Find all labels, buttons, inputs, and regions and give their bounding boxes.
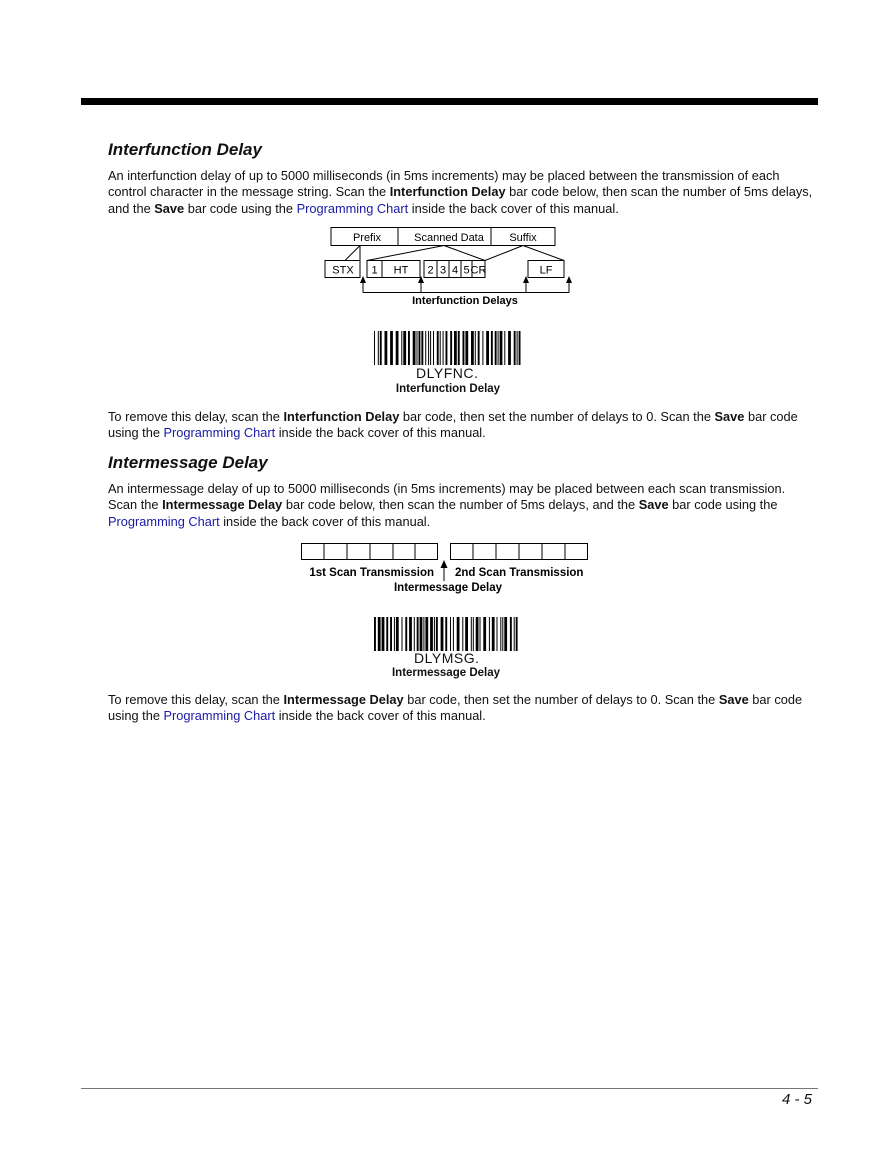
barcode-bar xyxy=(458,331,460,365)
label-prefix: Prefix xyxy=(352,232,382,244)
barcode-bar xyxy=(443,331,444,365)
interfunction-delays-caption: Interfunction Delays xyxy=(412,295,518,307)
barcode-bar xyxy=(478,331,480,365)
barcode-bar xyxy=(437,331,439,365)
code-3: 3 xyxy=(439,264,447,277)
barcode-bar xyxy=(374,331,375,365)
code-lf: LF xyxy=(539,264,553,277)
barcode-bar xyxy=(500,617,501,651)
arrow-up-icon xyxy=(441,560,448,568)
barcode-bar xyxy=(423,617,424,651)
barcode-bar xyxy=(491,331,493,365)
barcode-bar xyxy=(378,331,379,365)
barcode-bar xyxy=(502,617,503,651)
barcode-bar xyxy=(486,331,489,365)
arrow-up-icon xyxy=(566,276,572,283)
barcode-bar xyxy=(390,617,392,651)
barcode-bar xyxy=(402,617,403,651)
bottom-rule xyxy=(81,1088,818,1089)
code-cr: CR xyxy=(470,264,487,277)
interfunction-intro-paragraph: An interfunction delay of up to 5000 milliseconds (in 5ms increments) may be placed between the transmission of each control character in the message string. Scan the Interfunction Delay bar code below, then scan the number of 5ms delays, and the Save bar code using the Programming Chart inside the back cover of this manual. xyxy=(108,168,813,216)
barcode-bar xyxy=(428,331,429,365)
first-scan-label: 1st Scan Transmission xyxy=(309,567,434,579)
programming-chart-link[interactable]: Programming Chart xyxy=(163,425,276,441)
code-4: 4 xyxy=(451,264,459,277)
barcode-bar xyxy=(450,331,452,365)
barcode-bar xyxy=(500,331,503,365)
interfunction-barcode-caption: Interfunction Delay xyxy=(395,383,501,395)
barcode-bar xyxy=(514,331,516,365)
programming-chart-link[interactable]: Programming Chart xyxy=(296,200,409,216)
barcode-bar xyxy=(462,617,463,651)
barcode-bar xyxy=(454,331,457,365)
barcode-bar xyxy=(450,617,451,651)
barcode-bar xyxy=(440,331,441,365)
barcode-bar xyxy=(420,617,423,651)
barcode-bar xyxy=(495,331,497,365)
interfunction-remove-paragraph: To remove this delay, scan the Interfunction Delay bar code, then set the number of delays to 0. Scan the Save bar code using the Programming Chart inside the back cover of this manual. xyxy=(108,409,798,441)
barcode-bar xyxy=(403,331,406,365)
intermessage-remove-paragraph: To remove this delay, scan the Intermessage Delay bar code, then set the number of delays to 0. Scan the Save bar code using the Programming Chart inside the back cover of this manual. xyxy=(108,692,803,724)
barcode-bar xyxy=(417,331,418,365)
barcode-bar xyxy=(425,617,428,651)
barcode-bar xyxy=(385,331,388,365)
barcode-bar xyxy=(492,617,495,651)
top-rule xyxy=(81,98,818,105)
barcode-bar xyxy=(430,617,433,651)
barcode-bar xyxy=(508,331,511,365)
intermessage-delay-diagram xyxy=(298,540,593,596)
barcode-bar xyxy=(489,617,490,651)
barcode-bar xyxy=(519,331,521,365)
barcode-bar xyxy=(394,617,395,651)
barcode-bar xyxy=(408,331,410,365)
barcode-bar xyxy=(457,617,460,651)
barcode-bar xyxy=(445,617,447,651)
barcode-bar xyxy=(414,617,415,651)
programming-chart-link[interactable]: Programming Chart xyxy=(108,513,220,529)
barcode-bar xyxy=(417,617,419,651)
barcode-bar xyxy=(430,331,431,365)
barcode-bar xyxy=(396,617,399,651)
label-suffix: Suffix xyxy=(509,232,537,244)
barcode-bar xyxy=(382,617,385,651)
arrow-up-icon xyxy=(360,276,366,283)
barcode-bar xyxy=(471,617,472,651)
barcode-bar xyxy=(386,617,388,651)
intermessage-intro-paragraph: An intermessage delay of up to 5000 milliseconds (in 5ms increments) may be placed between each scan transmission. Scan the Intermessage Delay bar code below, then scan the number of 5ms delays, and the Save bar code using the Programming Chart inside the back cover of this manual. xyxy=(108,481,786,529)
barcode-bar xyxy=(401,331,402,365)
heading-intermessage-delay: Intermessage Delay xyxy=(108,453,268,472)
barcode-bar xyxy=(473,617,474,651)
barcode-bar xyxy=(378,617,381,651)
interfunction-barcode-code: DLYFNC. xyxy=(416,365,479,381)
barcode-bar xyxy=(396,331,399,365)
barcode-bar xyxy=(514,617,515,651)
barcode-bar xyxy=(434,617,435,651)
barcode-bar xyxy=(476,617,479,651)
barcode-bar xyxy=(425,331,426,365)
barcode-bar xyxy=(517,331,518,365)
barcode-bar xyxy=(421,331,423,365)
code-2: 2 xyxy=(427,264,434,277)
code-5: 5 xyxy=(463,264,470,277)
barcode-bar xyxy=(497,617,498,651)
barcode-bar xyxy=(441,617,444,651)
barcode-bar xyxy=(409,617,412,651)
barcode-bar xyxy=(475,331,476,365)
barcode-bar xyxy=(413,331,416,365)
barcode-bar xyxy=(433,331,434,365)
intermessage-delay-barcode[interactable] xyxy=(374,617,522,651)
barcode-bar xyxy=(419,331,421,365)
barcode-bar xyxy=(480,617,481,651)
second-scan-label: 2nd Scan Transmission xyxy=(455,567,584,579)
barcode-bar xyxy=(483,617,486,651)
code-1: 1 xyxy=(371,264,378,277)
code-stx: STX xyxy=(332,264,354,277)
barcode-bar xyxy=(482,331,483,365)
barcode-bar xyxy=(516,617,518,651)
intermessage-barcode-caption: Intermessage Delay xyxy=(391,667,501,679)
code-ht: HT xyxy=(393,264,409,277)
barcode-bar xyxy=(504,331,505,365)
intermessage-delay-label: Intermessage Delay xyxy=(393,582,503,594)
label-scanned-data: Scanned Data xyxy=(414,232,484,244)
barcode-bar xyxy=(446,331,448,365)
interfunction-delay-diagram xyxy=(320,226,580,308)
barcode-bar xyxy=(453,617,454,651)
barcode-bar xyxy=(465,617,468,651)
interfunction-delay-barcode[interactable] xyxy=(374,331,522,365)
barcode-bar xyxy=(390,331,393,365)
barcode-bar xyxy=(380,331,382,365)
barcode-bar xyxy=(471,331,474,365)
programming-chart-link[interactable]: Programming Chart xyxy=(163,708,276,724)
barcode-bar xyxy=(405,617,407,651)
barcode-bar xyxy=(498,331,499,365)
barcode-bar xyxy=(510,617,512,651)
barcode-bar xyxy=(504,617,507,651)
barcode-bar xyxy=(436,617,438,651)
intermessage-barcode-code: DLYMSG. xyxy=(414,650,480,666)
page-number: 4 - 5 xyxy=(781,1091,812,1108)
heading-interfunction-delay: Interfunction Delay xyxy=(108,140,262,159)
barcode-bar xyxy=(465,331,468,365)
barcode-bar xyxy=(374,617,376,651)
barcode-bar xyxy=(463,331,465,365)
